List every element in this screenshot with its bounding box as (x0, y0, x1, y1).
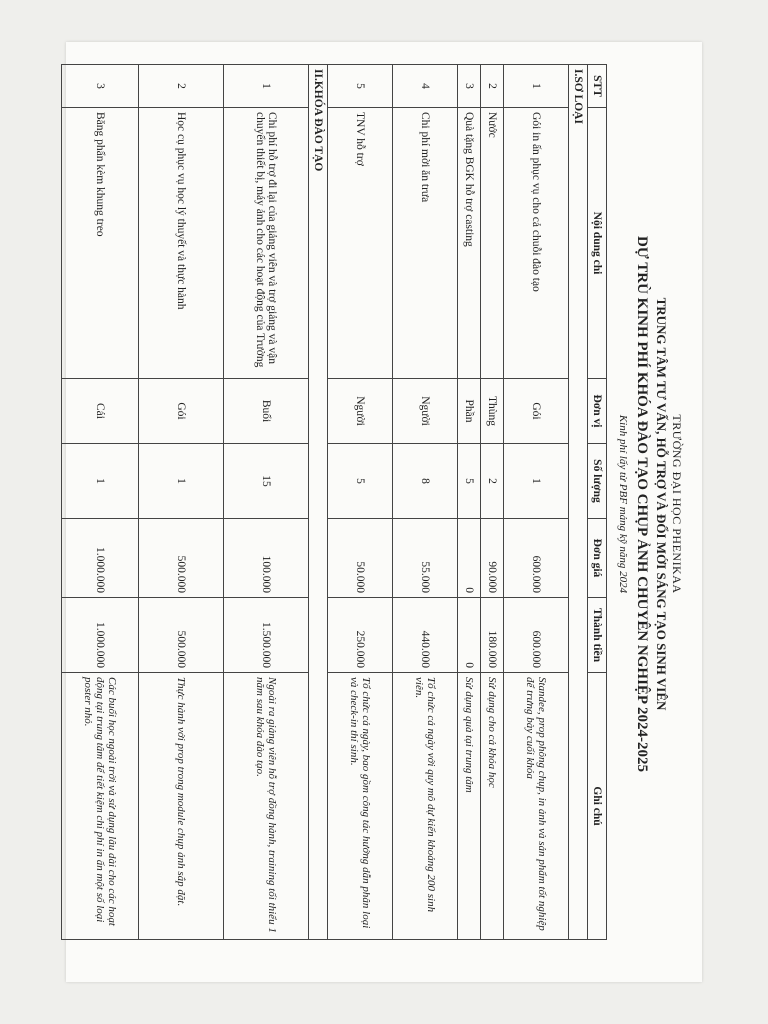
cell-note: Tổ chức cả ngày với quy mô dự kiến khoảng 200 sinh viên. (393, 673, 458, 940)
section-title: I.SƠ LOẠI (569, 65, 588, 940)
cell-note: Sử dụng quà tại trung tâm (458, 673, 481, 940)
cell-unit: Gói (139, 379, 224, 444)
col-stt: STT (588, 65, 607, 108)
cell-unit-price: 100.000 (224, 519, 309, 598)
cell-unit-price: 50.000 (328, 519, 393, 598)
cell-unit: Gói (504, 379, 569, 444)
table-row (62, 65, 139, 940)
center-name: TRUNG TÂM TƯ VẤN, HỖ TRỢ VÀ ĐỔI MỚI SÁNG TẠO SINH VIÊN (654, 297, 669, 711)
document-subtitle: Kinh phí lấy từ PBF mảng kỹ năng 2024 (617, 414, 629, 594)
cell-quantity: 1 (504, 444, 569, 519)
cell-quantity: 1 (139, 444, 224, 519)
budget-table (61, 64, 607, 940)
cell-note: Thực hành với prop trong module chụp ảnh sắp đặt. (139, 673, 224, 940)
cell-unit-price: 55.000 (393, 519, 458, 598)
cell-unit: Phần (458, 379, 481, 444)
col-unit: Đơn vị (588, 379, 607, 444)
cell-note: Ngoài ra giảng viên hỗ trợ đồng hành, training tối thiểu 1 năm sau khóa đào tạo. (224, 673, 309, 940)
table-row (458, 65, 481, 940)
cell-note: Tổ chức cả ngày, bao gồm công tác hướng dẫn phân loại và check-in thí sinh. (328, 673, 393, 940)
cell-content: Băng phẩn kèm khung treo (62, 108, 139, 379)
cell-total: 0 (458, 598, 481, 673)
cell-unit: Thùng (481, 379, 504, 444)
cell-unit: Người (328, 379, 393, 444)
cell-unit-price: 600.000 (504, 519, 569, 598)
cell-quantity: 2 (481, 444, 504, 519)
university-name: TRƯỜNG ĐẠI HỌC PHENIKAA (670, 414, 684, 594)
cell-note: Standee, prop phông chụp, in ảnh và sản phẩm tốt nghiệp để trưng bày cuối khóa (504, 673, 569, 940)
section-row (309, 65, 328, 940)
cell-unit-price: 1.000.000 (62, 519, 139, 598)
cell-stt: 2 (481, 65, 504, 108)
cell-total: 1.500.000 (224, 598, 309, 673)
cell-quantity: 8 (393, 444, 458, 519)
document-header (615, 64, 684, 944)
document-title: DỰ TRÙ KINH PHÍ KHÓA ĐÀO TẠO CHỤP ẢNH CHUYÊN NGHIỆP 2024-2025 (633, 235, 650, 772)
cell-stt: 4 (393, 65, 458, 108)
col-quantity: Số lượng (588, 444, 607, 519)
table-header-row (588, 65, 607, 940)
cell-total: 440.000 (393, 598, 458, 673)
rotated-sheet (84, 64, 684, 944)
cell-stt: 1 (224, 65, 309, 108)
section-row (569, 65, 588, 940)
cell-content: Nước (481, 108, 504, 379)
cell-unit: Người (393, 379, 458, 444)
col-note: Ghi chú (588, 673, 607, 940)
table-row (139, 65, 224, 940)
cell-quantity: 5 (328, 444, 393, 519)
cell-unit-price: 0 (458, 519, 481, 598)
cell-unit-price: 500.000 (139, 519, 224, 598)
table-row (224, 65, 309, 940)
cell-quantity: 1 (62, 444, 139, 519)
cell-stt: 1 (504, 65, 569, 108)
cell-content: Học cụ phục vụ học lý thuyết và thực hành (139, 108, 224, 379)
cell-quantity: 15 (224, 444, 309, 519)
table-row (328, 65, 393, 940)
cell-stt: 3 (458, 65, 481, 108)
col-total: Thành tiền (588, 598, 607, 673)
cell-content: Gói in ấn phục vụ cho cả chuỗi đào tạo (504, 108, 569, 379)
cell-unit: Cái (62, 379, 139, 444)
cell-total: 500.000 (139, 598, 224, 673)
table-row (481, 65, 504, 940)
cell-content: TNV hỗ trợ (328, 108, 393, 379)
cell-unit: Buổi (224, 379, 309, 444)
cell-content: Quà tặng BGK hỗ trợ casting (458, 108, 481, 379)
cell-content: Chi phí hỗ trợ đi lại của giảng viên và trợ giảng và vận chuyển thiết bị, máy ảnh cho các hoạt động của Trường (224, 108, 309, 379)
cell-total: 180.000 (481, 598, 504, 673)
cell-note: Các buổi học ngoài trời và sử dụng lâu dài cho các hoạt động tại trung tâm để tiết kiệm chi phí in ấn một số loại poster nhỏ. (62, 673, 139, 940)
document-page (66, 42, 702, 982)
cell-total: 1.000.000 (62, 598, 139, 673)
col-content: Nội dung chi (588, 108, 607, 379)
col-unit-price: Đơn giá (588, 519, 607, 598)
cell-stt: 3 (62, 65, 139, 108)
section-title: II.KHÓA ĐÀO TẠO (309, 65, 328, 940)
cell-total: 600.000 (504, 598, 569, 673)
table-row (504, 65, 569, 940)
cell-content: Chi phí mời ăn trưa (393, 108, 458, 379)
cell-stt: 5 (328, 65, 393, 108)
table-row (393, 65, 458, 940)
cell-stt: 2 (139, 65, 224, 108)
cell-total: 250.000 (328, 598, 393, 673)
cell-quantity: 5 (458, 444, 481, 519)
cell-note: Sử dụng cho cả khóa học (481, 673, 504, 940)
cell-unit-price: 90.000 (481, 519, 504, 598)
